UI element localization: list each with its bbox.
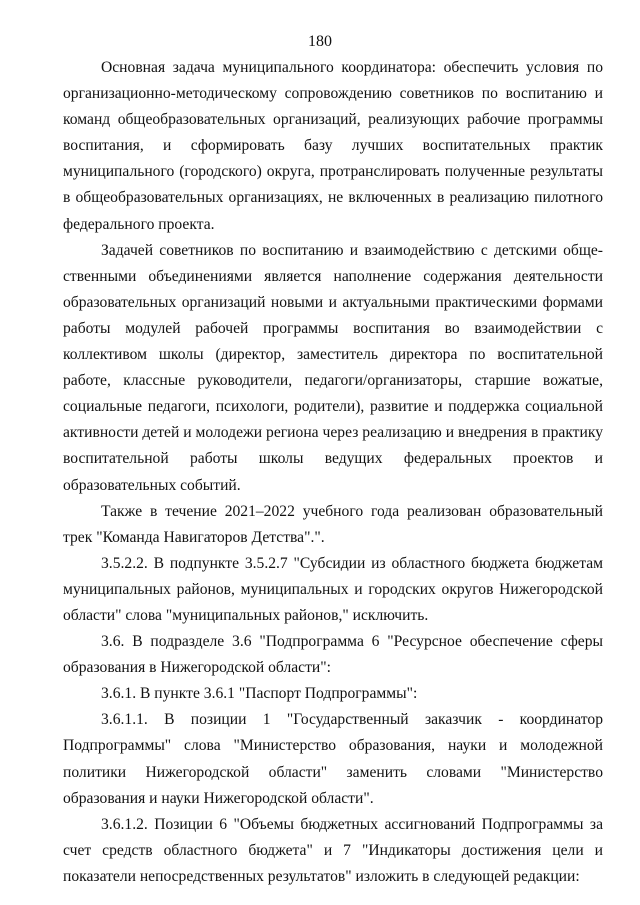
- paragraph-3-6-1-1: 3.6.1.1. В позиции 1 "Государственный заказчик - координатор Подпрограммы" слова "Министерство образования, науки и молодежной политики Нижегородской области" заменить словами "Министерство образования и науки Нижегородской области".: [63, 711, 603, 807]
- paragraph-3-6-1-2: 3.6.1.2. Позиции 6 "Объемы бюджетных ассигнований Подпрограммы за счет средств областного бюджета" и 7 "Индикаторы достижения цели и показатели непосредственных результатов" изложить в следующей редакции:: [63, 815, 603, 885]
- document-body: [63, 55, 603, 890]
- paragraph-educational-track: Также в течение 2021–2022 учебного года реализован образовательный трек "Команда Навигаторов Детства".".: [63, 502, 603, 546]
- paragraph-advisors-task: Задачей советников по воспитанию и взаимодействию с детскими общественными объединениями является наполнение содержания деятельности образовательных организаций новыми и актуальными практическими формами работы модулей рабочей программы воспитания во взаимодействии с коллективом школы (директор, заместитель директора по воспитательной работе, классные руководители, педагоги/организаторы, старшие вожатые, социальные педагоги, психологи, родители), развитие и поддержка социальной активности детей и молодежи региона через реализацию и внедрения в практику воспитательной работы школы ведущих федеральных проектов и образовательных событий.: [63, 241, 603, 494]
- paragraph-coordinator-task: Основная задача муниципального координатора: обеспечить условия по организационно-методическому сопровождению советников по воспитанию и команд общеобразовательных организаций, реализующих рабочие программы воспитания, и сформировать базу лучших воспитательных практик муниципального (городского) округа, протранслировать полученные результаты в общеобразовательных организациях, не включенных в реализацию пилотного федерального проекта.: [63, 59, 603, 233]
- paragraph-3-6-1: 3.6.1. В пункте 3.6.1 "Паспорт Подпрограммы":: [101, 685, 418, 703]
- paragraph-3-5-2-2: 3.5.2.2. В подпункте 3.5.2.7 "Субсидии из областного бюджета бюджетам муниципальных районов, муниципальных и городских округов Нижегородской области" слова "муниципальных районов," исключить.: [63, 554, 603, 624]
- page-number: 180: [308, 33, 332, 50]
- paragraph-3-6: 3.6. В подразделе 3.6 "Подпрограмма 6 "Ресурсное обеспечение сферы образования в Нижегородской области":: [63, 633, 603, 677]
